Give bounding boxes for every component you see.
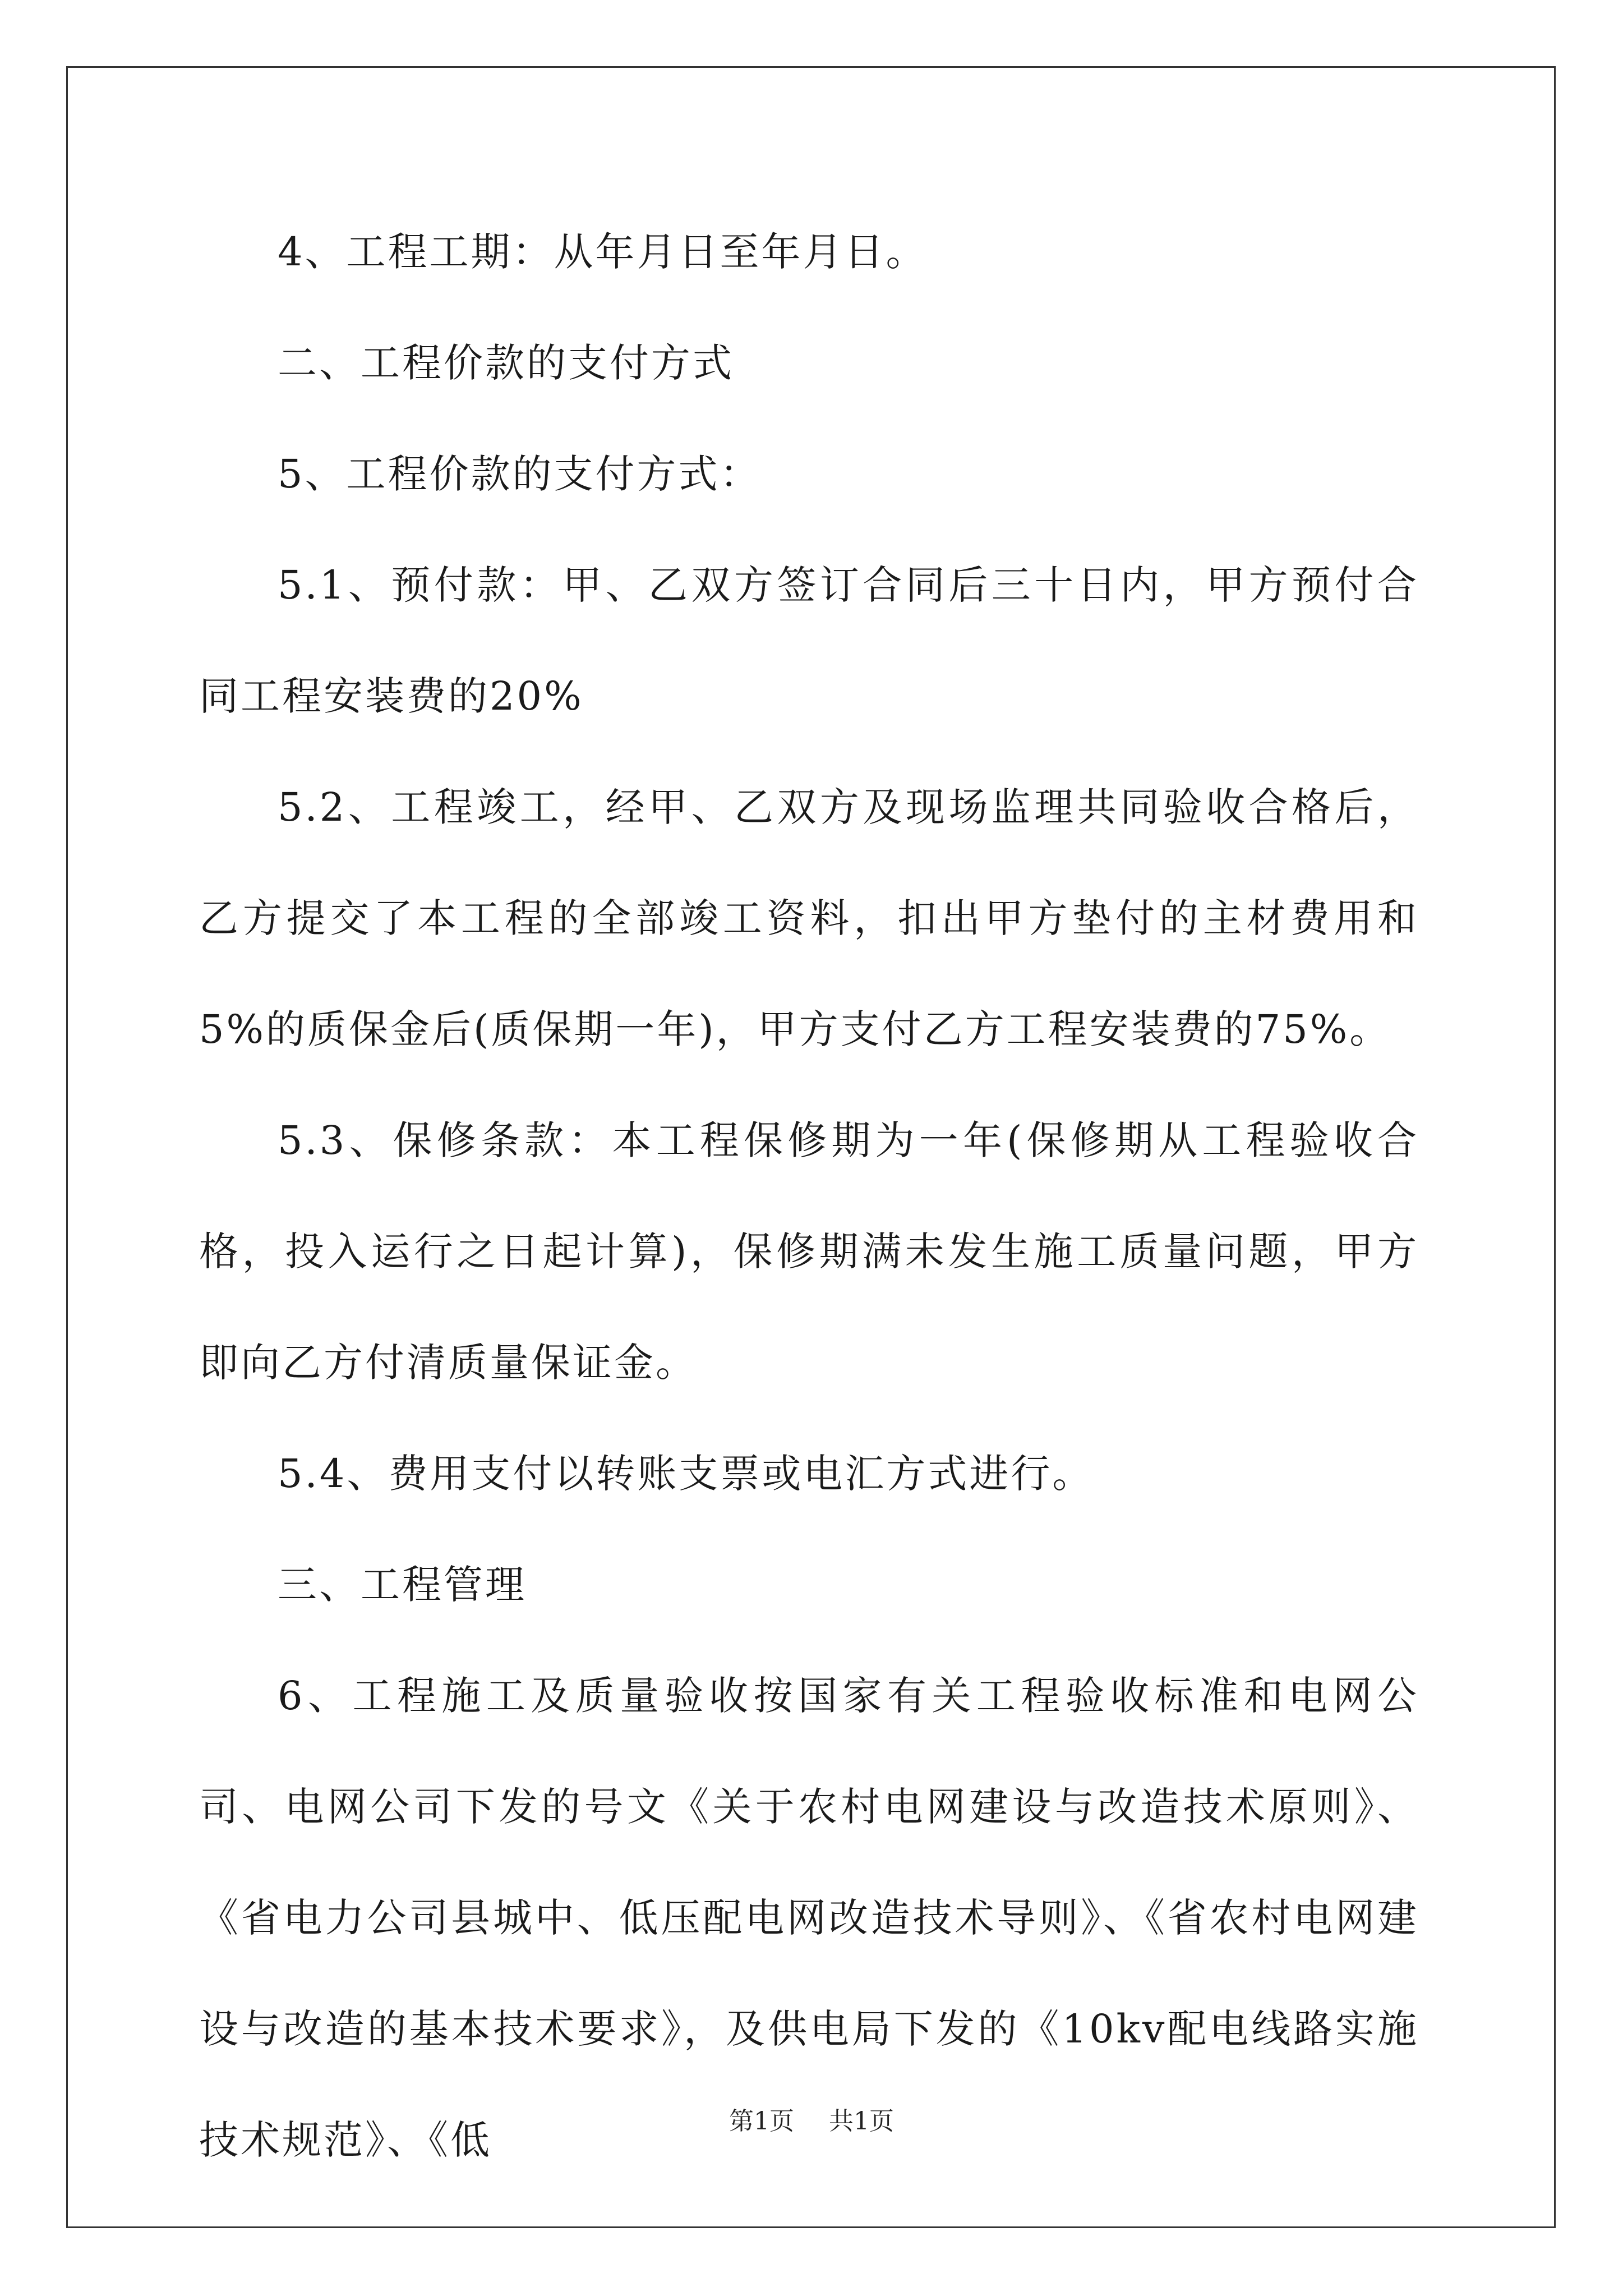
paragraph-construction-period: 4、工程工期：从年月日至年月日。 [278, 229, 928, 275]
page-total: 共1页 [829, 2107, 894, 2136]
paragraph-payment-means: 5.4、费用支付以转账支票或电汇方式进行。 [278, 1451, 1094, 1497]
paragraph-acceptance-standards: 6、工程施工及质量验收按国家有关工程验收标准和电网公司、电网公司下发的号文《关于农村电网建设与改造技术原则》、《省电力公司县城中、低压配电网改造技术导则》、《省农村电网建设与改造的基本技术要求》，及供电局下发的《10kv配电线路实施技术规范》、《低 [199, 1673, 1419, 2163]
paragraph-payment-method: 5、工程价款的支付方式： [278, 451, 762, 497]
section-heading-management: 三、工程管理 [278, 1562, 527, 1608]
section-heading-payment: 二、工程价款的支付方式 [278, 340, 734, 386]
paragraph-advance-payment: 5.1、预付款：甲、乙双方签订合同后三十日内，甲方预付合同工程安装费的20% [199, 562, 1419, 719]
page-footer [0, 2101, 1623, 2137]
paragraph-warranty-terms: 5.3、保修条款：本工程保修期为一年(保修期从工程验收合格，投入运行之日起计算)，保修期满未发生施工质量问题，甲方即向乙方付清质量保证金。 [199, 1117, 1419, 1386]
paragraph-completion-payment: 5.2、工程竣工，经甲、乙双方及现场监理共同验收合格后，乙方提交了本工程的全部竣工资料，扣出甲方垫付的主材费用和5%的质保金后(质保期一年)，甲方支付乙方工程安装费的75%。 [199, 784, 1419, 1052]
page-number: 第1页 [729, 2107, 794, 2136]
document-body [199, 196, 1419, 2196]
